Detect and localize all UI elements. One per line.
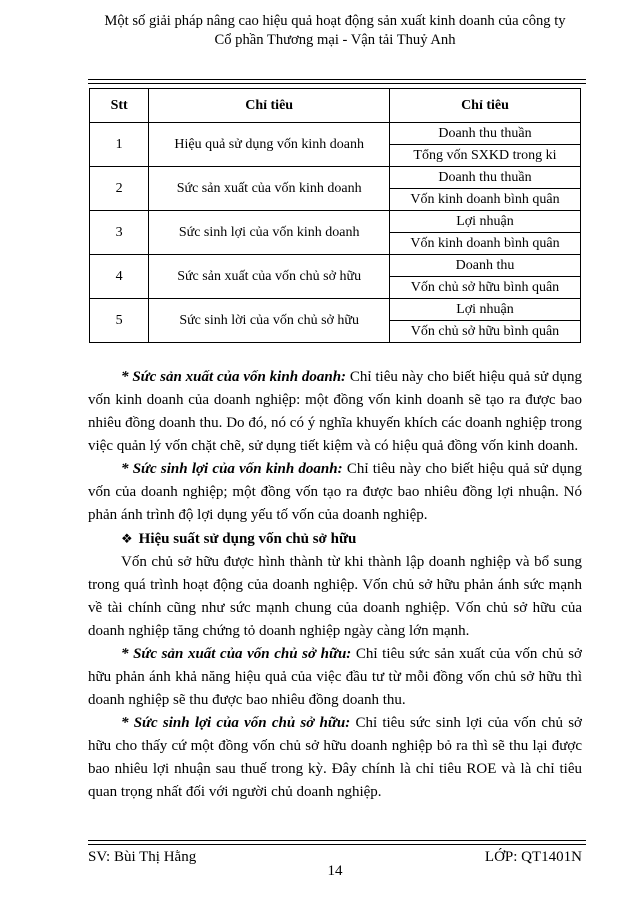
row-denominator: Vốn kinh doanh bình quân [389, 189, 580, 211]
table-row [90, 299, 581, 321]
table-row [90, 255, 581, 277]
paragraph-lead: * Sức sinh lợi của vốn kinh doanh: [121, 461, 343, 477]
section-heading [88, 527, 582, 551]
row-numerator: Doanh thu thuần [389, 123, 580, 145]
paragraph-lead: * Sức sản xuất của vốn chủ sở hữu: [121, 646, 352, 662]
diamond-bullet-icon: ❖ [121, 531, 133, 546]
footer-rule [88, 840, 586, 841]
paragraph [88, 643, 582, 712]
paragraph [88, 551, 582, 643]
page-header [88, 12, 582, 50]
paragraph [88, 458, 582, 527]
table-header-row [90, 89, 581, 123]
row-indicator: Sức sản xuất của vốn chủ sở hữu [149, 255, 390, 299]
header-line-1: Một số giải pháp nâng cao hiệu quả hoạt động sản xuất kinh doanh của công ty [104, 13, 566, 29]
body-text [88, 366, 582, 804]
row-indicator: Sức sinh lời của vốn chủ sở hữu [149, 299, 390, 343]
row-indicator: Hiệu quả sử dụng vốn kinh doanh [149, 123, 390, 167]
row-denominator: Vốn chủ sở hữu bình quân [389, 277, 580, 299]
table-row [90, 167, 581, 189]
page-number: 14 [327, 863, 343, 879]
row-numerator: Doanh thu thuần [389, 167, 580, 189]
footer-rule-thin [88, 844, 586, 845]
row-stt: 5 [90, 299, 149, 343]
row-denominator: Tổng vốn SXKD trong ki [389, 145, 580, 167]
row-stt: 4 [90, 255, 149, 299]
table-row [90, 123, 581, 145]
paragraph-lead: * Sức sinh lợi của vốn chủ sở hữu: [121, 715, 351, 731]
section-heading-text: Hiệu suất sử dụng vốn chủ sở hữu [138, 531, 357, 547]
row-numerator: Lợi nhuận [389, 299, 580, 321]
paragraph [88, 712, 582, 804]
table-row [90, 211, 581, 233]
header-stt: Stt [90, 89, 149, 123]
paragraph-text: Vốn chủ sở hữu được hình thành từ khi thành lập doanh nghiệp và bổ sung trong quá trình hoạt động của doanh nghiệp. Vốn chủ sở hữu phản ánh sức mạnh về tài chính cũng như sức mạnh chung của doanh nghiệp. Vốn chủ sở hữu của doanh nghiệp tăng chứng tỏ doanh nghiệp ngày càng lớn mạnh. [88, 554, 582, 639]
metrics-table [89, 88, 581, 343]
paragraph-text: Chỉ tiêu sức sinh lợi của vốn chủ sở hữu cho thấy cứ một đồng vốn chủ sở hữu doanh nghiệp bỏ ra thì sẽ thu lại được bao nhiêu lợi nhuận sau thuế trong kỳ. Đây chính là chỉ tiêu ROE và là chỉ tiêu quan trọng nhất đối với người chủ doanh nghiệp. [88, 715, 582, 800]
paragraph-text: Chỉ tiêu sức sản xuất của vốn chủ sở hữu phản ánh khả năng hiệu quả của việc đầu tư từ mỗi đồng vốn chủ sở hữu thì doanh nghiệp sẽ thu được bao nhiêu đồng doanh thu. [88, 646, 582, 708]
row-denominator: Vốn chủ sở hữu bình quân [389, 321, 580, 343]
header-rule-thin [88, 83, 586, 84]
row-stt: 2 [90, 167, 149, 211]
paragraph-text: Chỉ tiêu này cho biết hiệu quả sử dụng vốn của doanh nghiệp; một đồng vốn tạo ra được bao nhiêu đồng lợi nhuận. Nó phản ánh trình độ lợi dụng yếu tố vốn của doanh nghiệp. [88, 461, 582, 523]
row-stt: 1 [90, 123, 149, 167]
row-stt: 3 [90, 211, 149, 255]
row-numerator: Doanh thu [389, 255, 580, 277]
row-numerator: Lợi nhuận [389, 211, 580, 233]
footer-class: LỚP: QT1401N [484, 849, 582, 865]
row-indicator: Sức sinh lợi của vốn kinh doanh [149, 211, 390, 255]
paragraph-lead: * Sức sản xuất của vốn kinh doanh: [121, 369, 347, 385]
row-denominator: Vốn kinh doanh bình quân [389, 233, 580, 255]
row-indicator: Sức sản xuất của vốn kinh doanh [149, 167, 390, 211]
paragraph-text: Chỉ tiêu này cho biết hiệu quả sử dụng vốn kinh doanh của doanh nghiệp: một đồng vốn kinh doanh sẽ tạo ra được bao nhiêu đồng doanh thu. Do đó, nó có ý nghĩa khuyến khích các doanh nghiệp trong việc quản lý vốn chặt chẽ, sử dụng tiết kiệm và có hiệu quả đồng vốn kinh doanh. [88, 369, 582, 454]
header-formula: Chỉ tiêu [389, 89, 580, 123]
paragraph [88, 366, 582, 458]
header-indicator: Chỉ tiêu [149, 89, 390, 123]
header-line-2: Cổ phần Thương mại - Vận tải Thuỷ Anh [214, 32, 456, 48]
footer-student: SV: Bùi Thị Hằng [88, 849, 197, 865]
header-rule [88, 79, 586, 80]
